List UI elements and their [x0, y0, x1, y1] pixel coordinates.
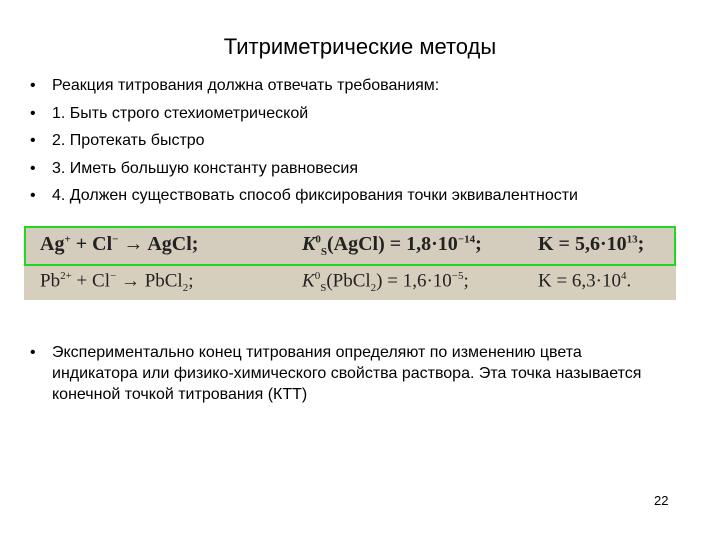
list-item-text: 4. Должен существовать способ фиксирования точки эквивалентности — [52, 187, 578, 204]
bullet-dot-icon: • — [30, 77, 36, 94]
equation-row-highlighted — [24, 226, 676, 266]
list-item — [30, 159, 680, 179]
list-item-text: Реакция титрования должна отвечать требованиям: — [52, 77, 440, 94]
bullet-dot-icon: • — [30, 187, 36, 204]
list-item — [30, 186, 680, 206]
list-item-text: Экспериментально конец титрования определяют по изменению цвета индикатора или физико-химического свойства раствора. Эта точка называется конечной точкой титрования (КТТ) — [52, 344, 642, 403]
requirements-list — [30, 76, 680, 214]
list-item — [30, 104, 680, 124]
list-item — [30, 131, 680, 151]
solubility-product: $K^0_S(AgCl) = 1,8\cdot 10^{-14}$; — [302, 233, 482, 258]
reaction-equation: Ag+ + Cl− → AgCl; — [40, 233, 199, 255]
list-item-text: 1. Быть строго стехиометрической — [52, 104, 309, 122]
equations-image — [24, 226, 676, 300]
equation-row — [26, 267, 674, 299]
conclusion-list — [30, 342, 670, 405]
list-item — [30, 342, 670, 405]
equilibrium-constant: $K = 5,6\cdot 10^{13}$; — [538, 233, 645, 255]
reaction-equation: $Pb^{2+} + Cl^-$ → PbCl$_2$; — [40, 270, 194, 295]
page-number: 22 — [654, 493, 669, 508]
bullet-dot-icon: • — [30, 344, 36, 361]
solubility-product: $K^0_S(PbCl_2) = 1,6\cdot 10^{-5}$; — [302, 270, 469, 295]
list-item-text: 3. Иметь большую константу равновесия — [52, 159, 359, 177]
bullet-dot-icon: • — [30, 104, 36, 122]
list-item — [30, 76, 680, 96]
bullet-dot-icon: • — [30, 159, 36, 177]
list-item-text: 2. Протекать быстро — [52, 132, 205, 149]
bullet-dot-icon: • — [30, 132, 36, 149]
page-title: Титриметрические методы — [223, 34, 497, 59]
equilibrium-constant: $K = 6,3\cdot 10^4$. — [538, 270, 632, 292]
